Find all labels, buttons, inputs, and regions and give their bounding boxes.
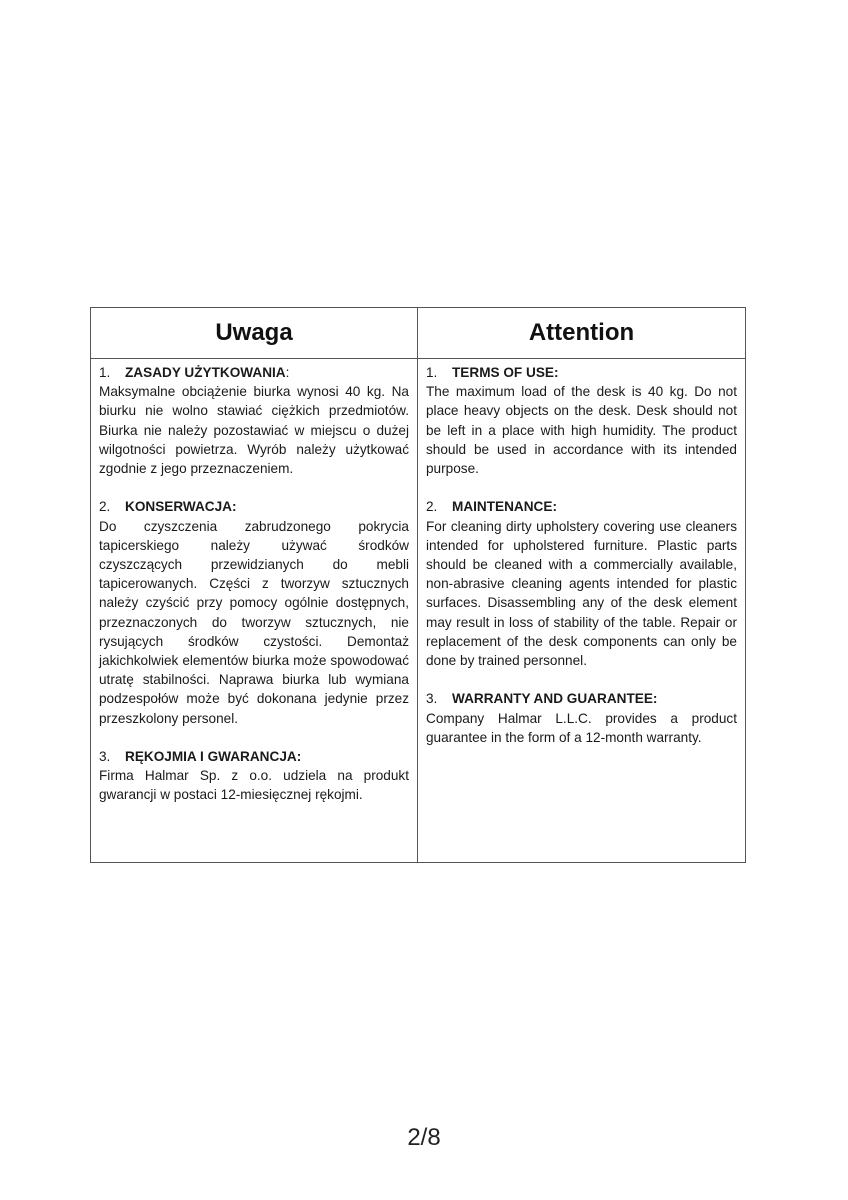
polish-section-warranty [99, 747, 409, 805]
english-section-warranty [426, 689, 737, 747]
english-section-maintenance [426, 497, 737, 670]
section-heading [99, 497, 409, 516]
section-heading [426, 689, 737, 708]
polish-column [91, 359, 418, 862]
section-number: 2. [426, 499, 438, 515]
section-heading [99, 363, 409, 382]
instructions-table [90, 307, 746, 863]
section-title: WARRANTY AND GUARANTEE: [452, 691, 658, 707]
section-text: Company Halmar L.L.C. provides a product guarantee in the form of a 12-month warranty. [426, 710, 737, 745]
section-title: TERMS OF USE: [452, 365, 559, 380]
section-text: Do czyszczenia zabrudzonego pokrycia tapicerskiego należy używać środków czyszczących przewidzianych do mebli tapicerowanych. Części z tworzyw sztucznych należy czyścić przy pomocy ogólnie dostępnych, przeznaczonych do tworzyw sztucznych, nie rysujących środków czystości. Demontaż jakichkolwiek elementów biurka może spowodować utratę stabilności. Naprawa biurka lub wymiana podzespołów może być dokonana jedynie przez przeszkolony personel. [99, 518, 409, 726]
polish-header: Uwaga [91, 308, 418, 359]
section-number: 3. [99, 749, 111, 765]
section-title: KONSERWACJA: [125, 499, 237, 515]
section-heading [426, 363, 737, 382]
polish-section-usage [99, 363, 409, 478]
section-text: Maksymalne obciążenie biurka wynosi 40 kg. Na biurku nie wolno stawiać ciężkich przedmiotów. Biurka nie należy pozostawiać w miejscu o dużej wilgotności powietrza. Wyrób należy użytkować zgodnie z jego przeznaczeniem. [99, 384, 409, 477]
section-title: RĘKOJMIA I GWARANCJA: [125, 749, 302, 765]
english-section-terms [426, 363, 737, 478]
section-title: ZASADY UŻYTKOWANIA [125, 365, 286, 380]
section-heading [99, 747, 409, 766]
section-text: Firma Halmar Sp. z o.o. udziela na produkt gwarancji w postaci 12-miesięcznej rękojmi. [99, 768, 409, 803]
english-header: Attention [418, 308, 745, 359]
section-text: The maximum load of the desk is 40 kg. Do not place heavy objects on the desk. Desk should not be left in a place with high humidity. The product should be used in accordance with its intended purpose. [426, 384, 737, 477]
english-column [418, 359, 745, 862]
section-number: 1. [99, 365, 111, 380]
page-number: 2/8 [407, 1124, 441, 1151]
section-text: For cleaning dirty upholstery covering use cleaners intended for upholstered furniture. Plastic parts should be cleaned with a commercially available, non-abrasive cleaning agents intended for plastic surfaces. Disassembling any of the desk element may result in loss of stability of the table. Repair or replacement of the desk components can only be done by trained personnel. [426, 518, 737, 669]
section-number: 2. [99, 499, 111, 515]
section-title-suffix: : [285, 365, 290, 380]
section-title: MAINTENANCE: [452, 499, 557, 515]
section-heading [426, 497, 737, 516]
section-number: 3. [426, 691, 438, 707]
section-number: 1. [426, 365, 438, 380]
polish-section-maintenance [99, 497, 409, 727]
